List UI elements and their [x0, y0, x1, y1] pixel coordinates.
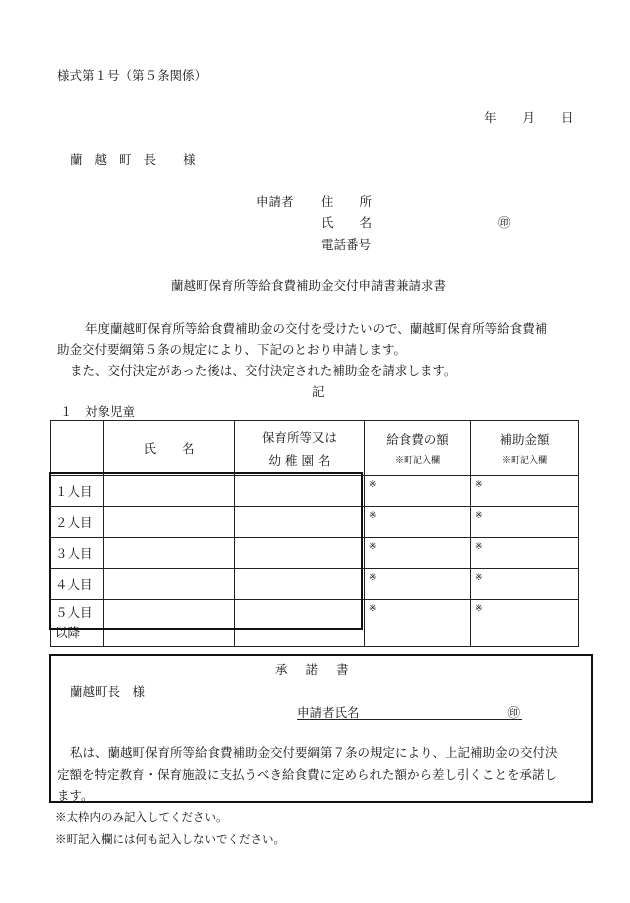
child-name-input[interactable] [104, 476, 235, 507]
table-row [51, 600, 579, 647]
body-line-2: 助金交付要綱第５条の規定により、下記のとおり申請します。 [57, 342, 407, 357]
date-line [484, 108, 574, 126]
header-child-name: 氏 名 [104, 421, 235, 476]
school-name-input[interactable] [235, 569, 365, 600]
consent-line-1: 私は、蘭越町保育所等給食費補助金交付要綱第７条の規定により、上記補助金の交付決 [70, 745, 558, 760]
consent-addressee: 蘭越町長 様 [70, 684, 146, 699]
subsidy-cell: ※ [471, 476, 579, 507]
header-row-label-cell [51, 421, 104, 476]
meal-fee-cell: ※ [365, 600, 471, 647]
school-name-input[interactable] [235, 507, 365, 538]
addressee-honorific: 様 [183, 152, 196, 167]
child-name-input[interactable] [104, 538, 235, 569]
row-label: １人目 [51, 476, 104, 507]
note-thick-frame: ※太枠内のみ記入してください。 [55, 810, 228, 824]
subsidy-cell: ※ [471, 538, 579, 569]
child-name-input[interactable] [104, 507, 235, 538]
date-month: 月 [522, 110, 536, 125]
meal-fee-cell: ※ [365, 538, 471, 569]
applicant-seal-mark: ㊞ [498, 215, 511, 230]
school-name-input[interactable] [235, 600, 365, 647]
subsidy-cell: ※ [471, 507, 579, 538]
form-number: 様式第１号（第５条関係） [57, 68, 208, 83]
table-row [51, 538, 579, 569]
ki-heading: 記 [312, 384, 325, 399]
row-label: ２人目 [51, 507, 104, 538]
consent-applicant-name-label: 申請者氏名 [297, 705, 360, 720]
table-row [51, 507, 579, 538]
document-title: 蘭越町保育所等給食費補助金交付申請書兼請求書 [171, 278, 447, 293]
date-year: 年 [484, 110, 497, 125]
consent-applicant-name-line[interactable] [297, 703, 522, 720]
body-line-3: また、交付決定があった後は、交付決定された補助金を請求します。 [70, 363, 457, 378]
child-name-input[interactable] [104, 600, 235, 647]
section-heading-target-children: １ 対象児童 [60, 404, 136, 419]
body-line-1: 年度蘭越町保育所等給食費補助金の交付を受けたいので、蘭越町保育所等給食費補 [85, 321, 548, 336]
children-table [50, 420, 579, 647]
school-name-input[interactable] [235, 538, 365, 569]
consent-line-2: 定額を特定教育・保育施設に支払うべき給食費に定められた額から差し引くことを承諾し [57, 767, 558, 782]
row-label: ３人目 [51, 538, 104, 569]
meal-fee-cell: ※ [365, 476, 471, 507]
applicant-name-label: 氏 名 [321, 215, 373, 230]
table-row [51, 569, 579, 600]
header-subsidy-amount: 補助金額 ※町記入欄 [471, 421, 579, 476]
note-town-column: ※町記入欄には何も記入しないでください。 [55, 832, 285, 846]
header-school-name: 保育所等又は 幼 稚 園 名 [235, 421, 365, 476]
consent-line-3: ます。 [57, 788, 94, 803]
applicant-label: 申請者 [256, 194, 294, 209]
addressee: 蘭 越 町 長 様 [70, 152, 196, 167]
row-label: ５人目 以降 [51, 600, 104, 647]
row-label: ４人目 [51, 569, 104, 600]
consent-seal-mark: ㊞ [507, 705, 520, 720]
table-header-row [51, 421, 579, 476]
subsidy-cell: ※ [471, 600, 579, 647]
child-name-input[interactable] [104, 569, 235, 600]
subsidy-cell: ※ [471, 569, 579, 600]
header-meal-fee: 給食費の額 ※町記入欄 [365, 421, 471, 476]
table-row [51, 476, 579, 507]
meal-fee-cell: ※ [365, 507, 471, 538]
consent-title: 承 諾 書 [275, 662, 349, 677]
school-name-input[interactable] [235, 476, 365, 507]
applicant-phone-label: 電話番号 [321, 237, 372, 252]
meal-fee-cell: ※ [365, 569, 471, 600]
date-day: 日 [561, 110, 574, 125]
applicant-address-label: 住 所 [321, 194, 373, 209]
